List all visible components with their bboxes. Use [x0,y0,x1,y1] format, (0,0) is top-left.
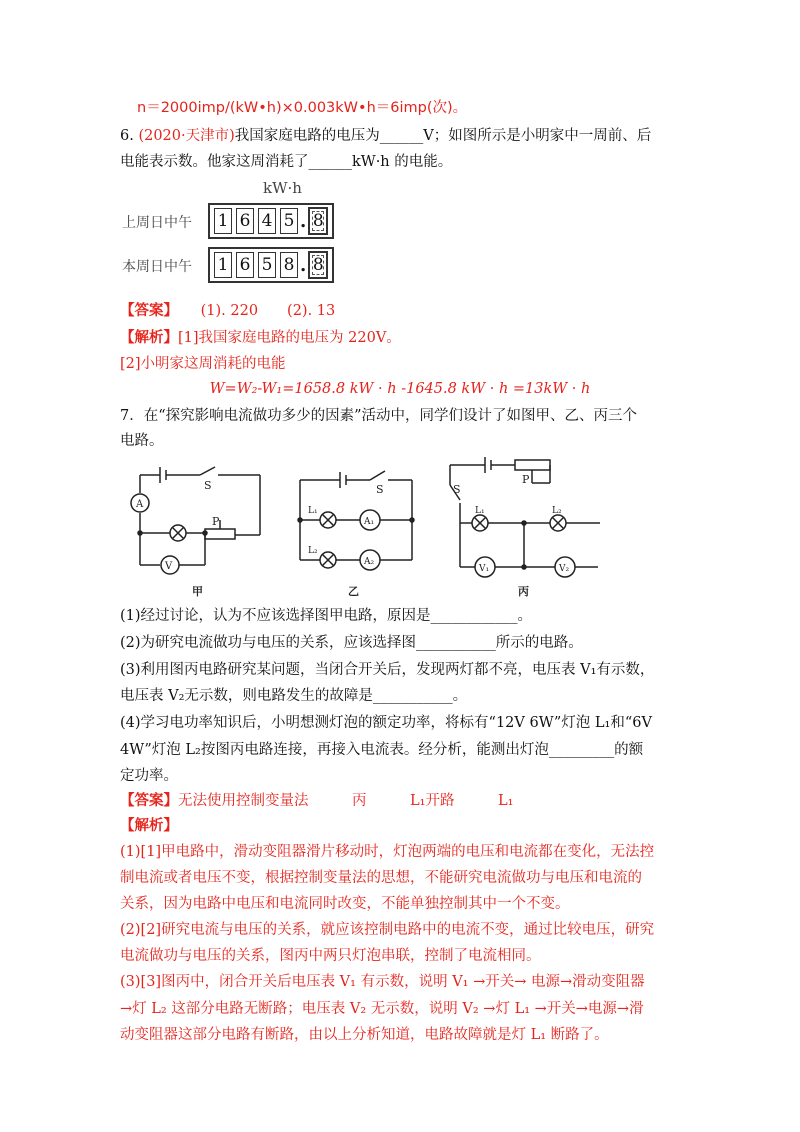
meter2 [208,247,334,283]
meter2-digit-decimal: 8 [308,251,328,279]
prev-answer-line: n＝2000imp/(kW•h)×0.003kW•h＝6imp(次)。 [137,100,468,116]
circuit-jia [131,467,260,574]
lamp-L2-label: L₂ [308,546,318,556]
ammeter-A1-label: A₁ [364,517,375,527]
q7-analysis-tag-line [120,815,690,837]
q6-line1 [120,125,690,147]
answer-tag: 【答案】 [120,302,178,319]
q6-analysis [120,327,690,349]
rheostat-P-label: P [522,473,530,486]
q7-sub4a: (4)学习电功率知识后，小明想测灯泡的额定功率，将标有“12V 6W”灯泡 L₁和“6V [120,715,652,731]
q6-analysis1: [1]我国家庭电路的电压为 220V。 [178,330,401,346]
meter1-label: 上周日中午 [122,215,192,231]
meter1-digit: 1 [214,208,232,234]
q7-sub2: (2)为研究电流做功与电压的关系，应该选择图___________所示的电路。 [120,635,583,651]
meter2-label: 本周日中午 [122,259,192,275]
answer-tag: 【答案】 [120,792,178,809]
ammeter-A-label: A [136,499,144,510]
q7-a3b: →灯 L₂ 这部分电路无断路；电压表 V₂ 无示数，说明 V₂ →灯 L₁ →开关→电源→滑 [120,1001,644,1017]
q6-line2: 电能表示数。他家这周消耗了______kW·h 的电能。 [120,154,453,170]
meter1-digit: 4 [258,208,276,234]
q7-a1c: 关系，因为电路中电压和电流同时改变，不能单独控制其中一个不变。 [120,896,570,912]
switch-S-label: S [453,483,461,496]
q7-a1a: (1)[1]甲电路中，滑动变阻器滑片移动时，灯泡两端的电压和电流都在变化，无法控 [120,844,655,860]
q7-sub1: (1)经过讨论，认为不应该选择图甲电路，原因是____________。 [120,608,533,624]
circuit-figures [120,455,600,600]
q6-answer [120,300,690,322]
lamp-L2-label: L₂ [552,506,562,516]
q7-a2a: (2)[2]研究电流与电压的关系，就应该控制电路中的电流不变，通过比较电压，研究 [120,922,655,938]
rheostat-P-label: P [212,515,220,528]
q6-analysis2: [2]小明家这周消耗的电能 [120,356,286,372]
switch-S-label: S [376,483,384,496]
fig-label-bing: 丙 [518,585,529,598]
fig-label-jia: 甲 [192,585,203,598]
meter1-digit-decimal: 8 [308,207,328,235]
q6-line1-text: 我国家庭电路的电压为______V；如图所示是小明家中一周前、后 [234,128,652,144]
meter1-digit: 5 [280,208,298,234]
q7-sub3b: 电压表 V₂无示数，则电路发生的故障是___________。 [120,688,468,704]
q6-source: (2020·天津市) [138,128,235,144]
switch-S-label: S [204,479,212,492]
q7-a2b: 电流做功与电压的关系，图丙中两只灯泡串联，控制了电流相同。 [120,948,541,964]
voltmeter-V-label: V [165,561,173,572]
q6-answer-text: (1). 220 (2). 13 [200,303,336,319]
decimal-point: . [300,210,307,232]
ammeter-A2-label: A₂ [364,557,375,567]
voltmeter-V1-label: V₁ [479,564,490,574]
q7-sub4b: 4W”灯泡 L₂按图丙电路连接，再接入电流表。经分析，能测出灯泡_________的额 [120,742,644,758]
meter2-digit: 6 [236,252,254,278]
q7-a3c: 动变阻器这部分电路有断路，由以上分析知道，电路故障就是灯 L₁ 断路了。 [120,1027,609,1043]
q7-line1: 7．在“探究影响电流做功多少的因素”活动中，同学们设计了如图甲、乙、丙三个 [120,408,638,424]
q7-sub3a: (3)利用图丙电路研究某问题，当闭合开关后，发现两灯都不亮，电压表 V₁有示数， [120,662,655,678]
meter1-digit: 6 [236,208,254,234]
q7-line2: 电路。 [120,433,164,449]
meter2-digit: 1 [214,252,232,278]
q6-number: 6. [120,128,134,144]
q6-formula: W=W₂-W₁=1658.8 kW · h -1645.8 kW · h =13kW · h [209,381,591,397]
fig-label-yi: 乙 [348,585,359,598]
meter2-digit: 5 [258,252,276,278]
q7-answer [120,790,690,812]
lamp-L1-label: L₁ [308,506,318,516]
q7-answer-text: 无法使用控制变量法 丙 L₁开路 L₁ [178,793,514,809]
q7-a1b: 制电流或者电压不变，根据控制变量法的思想，不能研究电流做功与电压和电流的 [120,870,642,886]
meter-unit: kW·h [263,179,302,197]
q7-a3a: (3)[3]图丙中，闭合开关后电压表 V₁ 有示数，说明 V₁ →开关→ 电源→滑动变阻器 [120,974,645,990]
lamp-L1-label: L₁ [475,506,485,516]
analysis-tag: 【解析】 [120,329,178,346]
voltmeter-V2-label: V₂ [559,564,570,574]
meter2-digit: 8 [280,252,298,278]
meter1 [208,203,334,239]
q7-sub4c: 定功率。 [120,768,178,784]
analysis-tag: 【解析】 [120,817,178,834]
decimal-point: . [300,254,307,276]
